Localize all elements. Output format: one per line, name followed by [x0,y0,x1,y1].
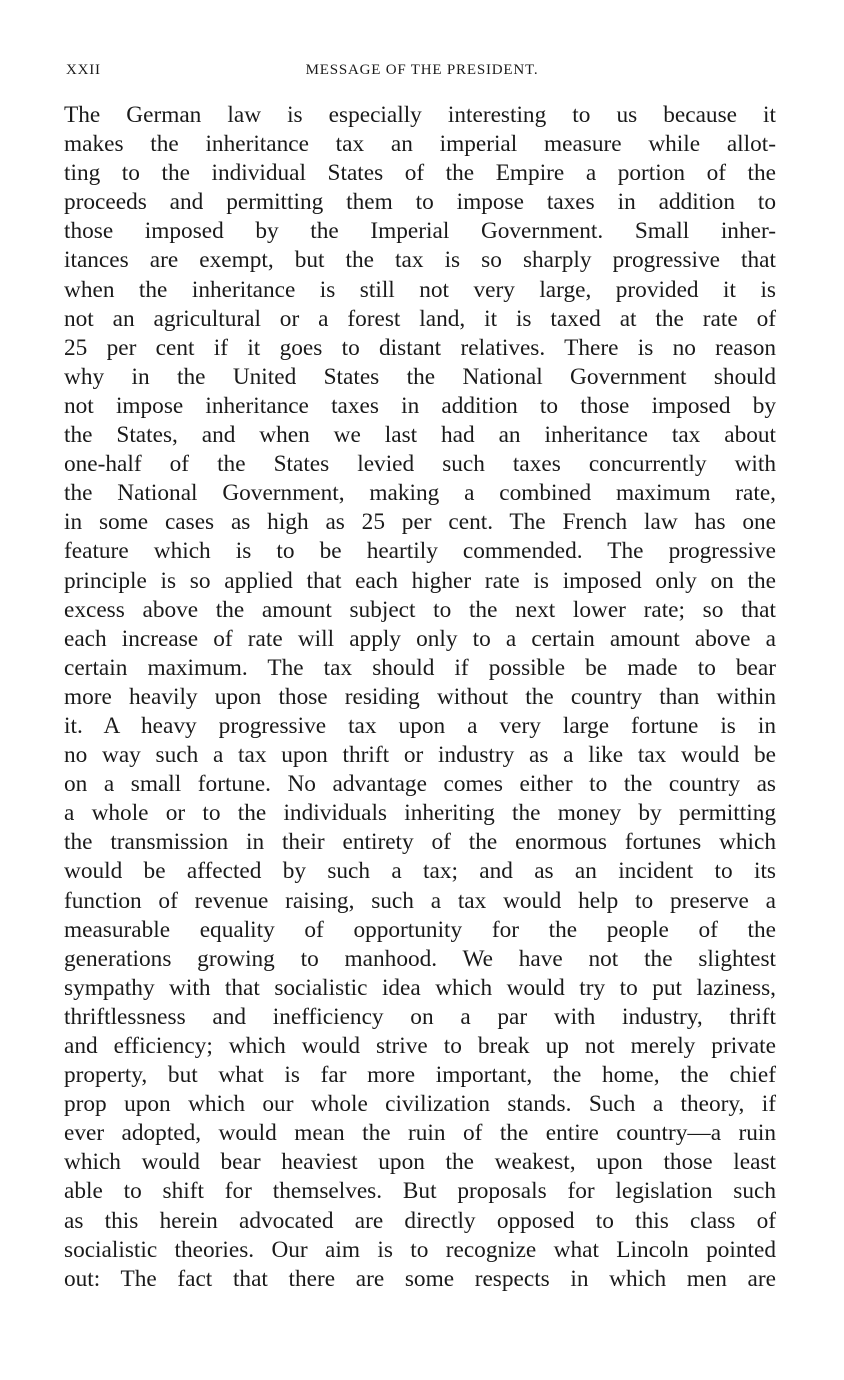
running-head-title: MESSAGE OF THE PRESIDENT. [305,62,539,78]
text-line: the National Government, making a combined maximum rate, [64,480,776,507]
page-header [66,62,778,84]
text-line: a whole or to the individuals inheriting the money by permitting [64,800,776,827]
text-line: not an agricultural or a forest land, it is taxed at the rate of [64,305,776,332]
text-line: proceeds and permitting them to impose taxes in addition to [64,189,776,216]
text-line: why in the United States the National Government should [64,363,776,390]
text-line: generations growing to manhood. We have not the slightest [64,945,776,972]
text-line: The German law is especially interesting to us because it [64,102,776,128]
text-line: itances are exempt, but the tax is so sharply progressive that [64,247,776,274]
text-line: feature which is to be heartily commended. The progressive [64,538,776,565]
text-line: makes the inheritance tax an imperial measure while allot- [64,131,776,158]
text-line: function of revenue raising, such a tax would help to preserve a [64,887,776,914]
text-line: and efficiency; which would strive to break up not merely private [64,1033,776,1059]
text-line: in some cases as high as 25 per cent. The French law has one [64,509,776,536]
text-line: principle is so applied that each higher rate is imposed only on the [64,567,776,594]
text-line: one-half of the States levied such taxes concurrently with [64,451,776,478]
text-line: those imposed by the Imperial Government. Small inher- [64,218,776,245]
text-line: as this herein advocated are directly opposed to this class of [64,1207,776,1234]
text-line: not impose inheritance taxes in addition to those imposed by [64,392,776,419]
text-line: no way such a tax upon thrift or industry as a like tax would be [64,742,776,769]
text-line: prop upon which our whole civilization stands. Such a theory, if [64,1091,776,1118]
text-line: out: The fact that there are some respects in which men are [64,1265,776,1292]
text-line: sympathy with that socialistic idea which would try to put laziness, [64,974,776,1001]
text-line: able to shift for themselves. But proposals for legislation such [64,1178,776,1205]
text-line: property, but what is far more important, the home, the chief [64,1062,776,1089]
text-line: more heavily upon those residing without the country than within [64,683,776,710]
text-line: measurable equality of opportunity for the people of the [64,916,776,943]
text-line: socialistic theories. Our aim is to recognize what Lincoln pointed [64,1236,776,1263]
text-line: it. A heavy progressive tax upon a very large fortune is in [64,712,776,739]
text-line: the States, and when we last had an inheritance tax about [64,422,776,449]
page-number: XXII [66,62,101,78]
text-line: would be affected by such a tax; and as an incident to its [64,858,776,885]
text-line: each increase of rate will apply only to a certain amount above a [64,625,776,652]
text-line: ever adopted, would mean the ruin of the entire country—a ruin [64,1120,776,1147]
text-line: thriftlessness and inefficiency on a par with industry, thrift [64,1003,776,1030]
text-line: ting to the individual States of the Empire a portion of the [64,160,776,187]
body-text [64,101,776,1294]
text-line: which would bear heaviest upon the weakest, upon those least [64,1149,776,1176]
text-line: 25 per cent if it goes to distant relatives. There is no reason [64,334,776,361]
text-line: when the inheritance is still not very large, provided it is [64,276,776,303]
text-line: certain maximum. The tax should if possible be made to bear [64,654,776,681]
text-line: excess above the amount subject to the next lower rate; so that [64,596,776,623]
text-line: on a small fortune. No advantage comes either to the country as [64,771,776,798]
text-line: the transmission in their entirety of the enormous fortunes which [64,829,776,856]
